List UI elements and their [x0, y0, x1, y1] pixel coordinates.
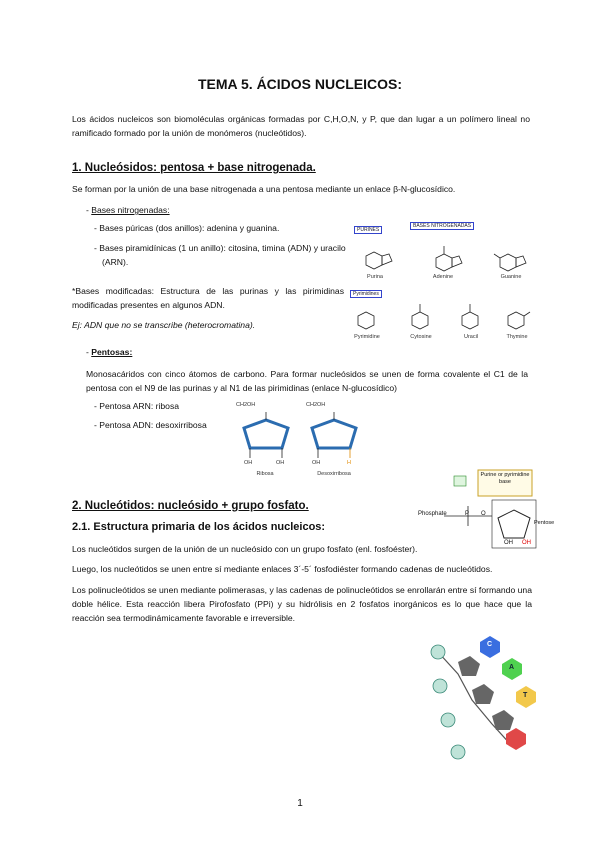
- example-text: Ej: ADN que no se transcribe (heterocromatina).: [72, 320, 256, 330]
- phosphate-1: [431, 645, 445, 659]
- label-desoxirribosa: Desoxirribosa: [317, 471, 351, 477]
- base-letter-c: C: [487, 641, 493, 648]
- pentoses-figure: [232, 402, 368, 482]
- label-pyrimidine: Pyrimidine: [354, 334, 380, 340]
- pentosa-adn: - Pentosa ADN: desoxirribosa: [94, 420, 207, 430]
- pentosas-heading-wrap: - Pentosas:: [86, 347, 133, 357]
- oh-label: OH: [504, 540, 513, 546]
- bases-item-pirimidinicas: - Bases piramidínicas (1 un anillo): citosina, timina (ADN) y uracilo (ARN).: [94, 243, 346, 267]
- label-adenine: Adenine: [432, 274, 454, 280]
- pentosas-description: Monosacáridos con cinco átomos de carbono. Para formar nucleósidos se unen de forma covalente el C1 de la pentosa con el N9 de las purinas y al N1 de las pirimidinas (enlace N-glucosídico): [86, 369, 528, 393]
- pyrimidine-ring: [358, 312, 374, 329]
- adenine-ring-5: [452, 256, 462, 267]
- pentosa-arn: - Pentosa ARN: ribosa: [94, 401, 180, 411]
- deoxyribose-oh-3: OH: [312, 460, 321, 466]
- page-number: 1: [297, 798, 303, 809]
- phosphate-label: Phosphate: [418, 511, 447, 517]
- polynucleotide-figure: [400, 624, 540, 774]
- nitrogenous-bases-figure: [350, 220, 536, 342]
- base-letter-a: A: [509, 664, 515, 671]
- adenine-ring-6: [436, 254, 452, 271]
- oh-red-label: OH: [522, 540, 531, 546]
- sugar-3: [492, 710, 514, 730]
- label-cytosine: Cytosine: [410, 334, 432, 340]
- pentose-ring: [498, 510, 530, 538]
- sugar-2: [472, 684, 494, 704]
- pentosas-heading: Pentosas:: [91, 347, 133, 357]
- cytosine-ring: [412, 312, 428, 329]
- section2-1-heading: 2.1. Estructura primaria de los ácidos nucleicos:: [72, 521, 326, 533]
- guanine-ring-5: [516, 256, 526, 267]
- polynucleotide-chain: [400, 624, 540, 774]
- section2-p2: Luego, los nucleótidos se unen entre sí mediante enlaces 3´-5´ fosfodiéster formando cadenas de nucleótidos.: [72, 564, 493, 574]
- label-thymine: Thymine: [506, 334, 528, 340]
- tag-bases: BASES NITROGENADAS: [410, 222, 474, 230]
- pentoses-structures: [232, 402, 368, 482]
- page-title: TEMA 5. ÁCIDOS NUCLEICOS:: [197, 76, 403, 92]
- pentosa-adn-text: Pentosa ADN: desoxirribosa: [99, 420, 207, 430]
- phosphate-group-box: [454, 476, 466, 486]
- oxygen-label: O: [481, 511, 486, 517]
- ribose-ch2oh: CH2OH: [236, 402, 256, 408]
- deoxyribose-h-2: H: [347, 460, 351, 466]
- base-guanine: [506, 728, 526, 750]
- phosphate-2: [433, 679, 447, 693]
- section1-heading: 1. Nucleósidos: pentosa + base nitrogenada.: [72, 162, 316, 174]
- phosphate-4: [451, 745, 465, 759]
- thymine-ring: [508, 312, 524, 329]
- section2-p1: Los nucleótidos surgen de la unión de un nucleósido con un grupo fosfato (enl. fosfoéster).: [72, 544, 418, 554]
- deoxyribose-ring: [312, 420, 356, 448]
- pentose-label: Pentose: [534, 520, 555, 526]
- section2-p3: Los polinucleótidos se unen mediante polimerasas, y las cadenas de polinucleótidos se enrollarán entre sí formando una doble hélice. Esta reacción libera Pirofosfato (PPi) y su hidrólisis en 2 fosfatos inorgánicos es lo que hace que la reacción sea termodinámicamente favorable e irreversible.: [72, 585, 532, 623]
- label-guanine: Guanine: [500, 274, 522, 280]
- intro-paragraph: Los ácidos nucleicos son biomoléculas orgánicas formadas por C,H,O,N, y P, que dan lugar a un polímero lineal no ramificado formado por la unión de monómeros (nucleótidos).: [72, 114, 530, 138]
- phosphorus-label: P: [465, 511, 470, 517]
- tag-pyrimidines: Pyrimidines: [350, 290, 382, 298]
- modified-bases-paragraph: *Bases modificadas: Estructura de las purinas y las pirimidinas modificadas presentes en algunos ADN.: [72, 286, 344, 310]
- pentosa-arn-text: Pentosa ARN: ribosa: [99, 401, 180, 411]
- bases-item-puricas-text: Bases púricas (dos anillos): adenina y guanina.: [99, 223, 280, 233]
- section2-heading: 2. Nucleótidos: nucleósido + grupo fosfato.: [72, 500, 309, 512]
- bases-structures: [350, 234, 536, 342]
- section1-description: Se forman por la unión de una base nitrogenada a una pentosa mediante un enlace β-N-glucosídico.: [72, 184, 456, 194]
- ribose-ring: [244, 420, 288, 448]
- bases-item-puricas: - Bases púricas (dos anillos): adenina y guanina.: [94, 223, 280, 233]
- bases-heading-wrap: - Bases nitrogenadas:: [86, 205, 170, 215]
- base-label: Purine or pyrimidine base: [480, 472, 530, 485]
- label-ribosa: Ribosa: [256, 471, 274, 477]
- bases-heading: Bases nitrogenadas:: [91, 205, 170, 215]
- phosphate-3: [441, 713, 455, 727]
- purine-ring-5: [382, 254, 392, 265]
- ribose-oh-2: OH: [276, 460, 285, 466]
- ribose-oh-3: OH: [244, 460, 253, 466]
- tag-purines: PURINES: [354, 226, 382, 234]
- uracil-ring: [462, 312, 478, 329]
- base-letter-t: T: [523, 692, 528, 699]
- label-purina: Purina: [367, 274, 383, 280]
- bases-item-pirimidinicas-text: Bases piramidínicas (1 un anillo): citosina, timina (ADN) y uracilo (ARN).: [99, 243, 346, 267]
- label-uracil: Uracil: [463, 334, 479, 340]
- sugar-1: [458, 656, 480, 676]
- purine-ring-6: [366, 252, 382, 269]
- deoxyribose-ch2oh: CH2OH: [306, 402, 326, 408]
- guanine-ring-6: [500, 254, 516, 271]
